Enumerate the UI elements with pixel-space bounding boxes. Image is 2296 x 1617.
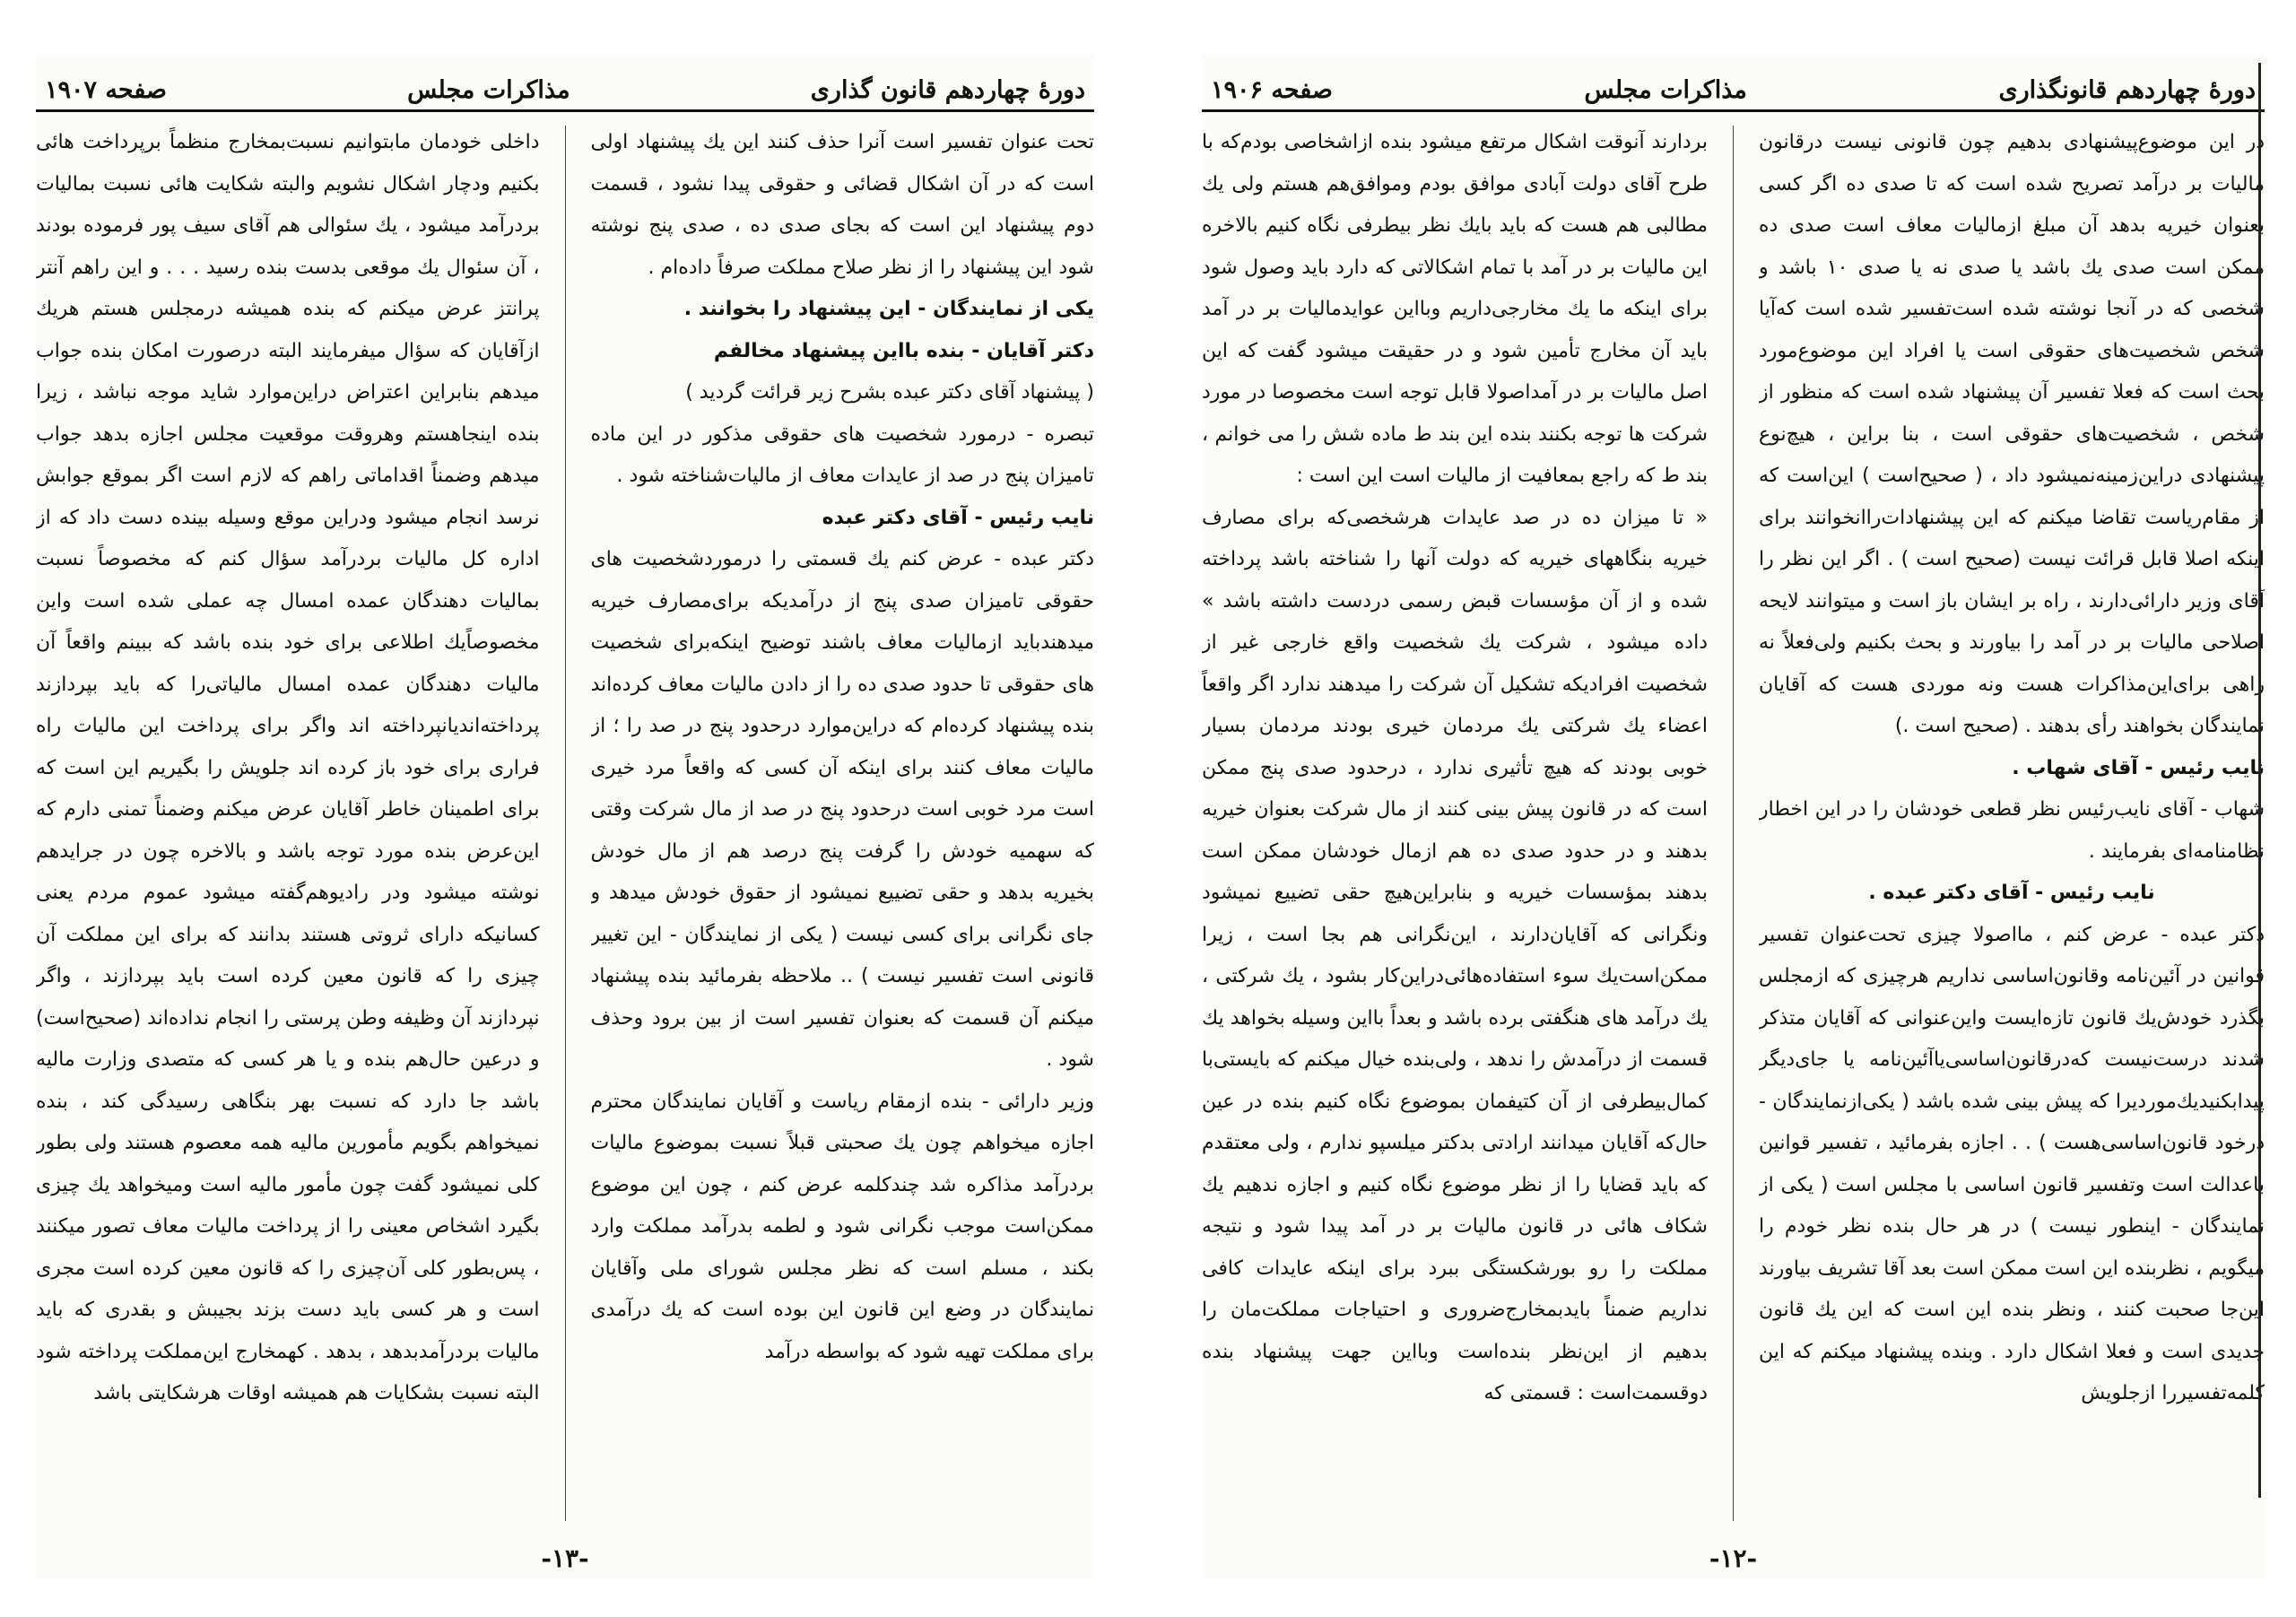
left-folio: -۱۳- — [541, 1543, 589, 1573]
paragraph: وزیر دارائی - بنده ازمقام ریاست و آقایان نمایندگان محترم اجازه میخواهم چون یك صحبتی قبلاً نسبت بموضوع مالیات بردرآمد مذاکره شد چندکلمه عرض کنم ، چون این موضوع ممکن‌است موجب نگرانی شود و لطمه بدرآمد مملکت وارد بکند ، مسلم است که نظر مجلس شورای ملی وآقایان نمایندگان در وضع این قانون این بوده است که یك درآمدی برای مملکت تهیه شود که بواسطه درآمد — [590, 1090, 1094, 1363]
left-session-title: دورهٔ چهاردهم قانون گذاری — [810, 76, 1085, 104]
paragraph: دکتر عبده - عرض کنم یك قسمتی را درموردشخصیت های حقوقی تامیزان صدی پنج از درآمدیکه برای‌مصارف خیریه میدهندباید ازمالیات معاف باشند توضیح اینکه‌برای شخصیت های حقوقی تا حدود صدی ده را از دادن مالیات معاف کرده‌اند بنده پیشنهاد کرده‌ام که دراین‌موارد درحدود پنج در صد را ؛ از مالیات معاف کنند برای اینکه آن کسی که واقعاً مرد خیری است مرد خوبی است درحدود پنج در صد از مال شرکت وقتی که سهمیه خودش را گرفت پنج درصد هم از مال خودش بخیریه بدهد و حقی تضییع نمیشود از حقوق خودش میدهد و جای نگرانی برای کسی نیست ( یکی از نمایندگان - این تغییر قانونی است تفسیر نیست ) .. ملاحظه بفرمائید بنده پیشنهاد میکنم آن قسمت که بعنوان تفسیر است از بین برود وحذف شود . — [590, 548, 1094, 1071]
paragraph: نایب رئیس - آقای دکتر عبده — [822, 506, 1094, 529]
book-spine — [1139, 0, 1157, 1617]
paragraph: تحت عنوان تفسیر است آنرا حذف کنند این یك پیشنهاد اولی است که در آن اشکال قضائی و حقوقی پیدا نشود ، قسمت دوم پیشنهاد این است که بجای صدی ده ، صدی پنج نوشته شود این پیشنهاد را از نظر صلاح مملکت صرفاً داده‌ام . — [590, 131, 1094, 279]
paragraph: داخلی خودمان مابتوانیم نسبت‌بمخارج منظماً برپرداخت هائی بکنیم ودچار اشکال نشویم والبته شکایت هائی نسبت بمالیات بردرآمد میشود ، یك سئوالی هم آقای سیف پور فرموده بودند ، آن سئوال یك موقعی بدست بنده رسید . . . و این راهم آنتر پرانتز عرض میکنم که بنده همیشه درمجلس هستم هریك ازآقایان که سؤال میفرمایند البته درصورت امکان بنده جواب میدهم بنابراین اعتراض دراین‌موارد شاید موجه نباشد ، زیرا بنده اینجاهستم وهروقت موقعیت مجلس اجازه بدهد جواب میدهم وضمناً اقداماتی راهم که لازم است اگر بموقع جوابش نرسد انجام میشود ودراین موقع وسیله بینده دست داد که از اداره کل مالیات بردرآمد سؤال کنم که مخصوصاً نسبت بمالیات دهندگان عمده امسال چه عملی شده است واین مخصوصاًیك اطلاعی برای خود بنده باشد که ببینم واقعاً آن مالیات دهندگان عمده امسال مالیاتی‌را که باید بپردازند پرداخته‌اندیانپرداخته اند واگر برای پرداخت این مالیات راه فراری برای خود باز کرده اند جلویش را بگیریم این است که برای اطمینان خاطر آقایان عرض میکنم وضمناً تمنی دارم که این‌عرض بنده مورد توجه باشد و بالاخره چون در جرایدهم نوشته میشود ودر رادیوهم‌گفته میشود عموم مردم یعنی کسانیکه دارای ثروتی هستند بدانند که برای این مملکت آن چیزی را که قانون معین کرده است باید بپردازند ، واگر نپردازند آن وظیفه وطن پرستی را انجام نداده‌اند (صحیح‌است) و درعین حال‌هم بنده و یا هر کسی که متصدی وزارت مالیه باشد جا دارد که نسبت بهر بنگاهی رسیدگی کند ، بنده نمیخواهم بگویم مأمورین مالیه همه معصوم هستند ولی بطور کلی نمیشود گفت چون مأمور مالیه است ومیخواهد یك چیزی بگیرد اشخاص معینی را از پرداخت مالیات معاف تصور میکنند ، پس‌بطور کلی آن‌چیزی را که قانون معین کرده است مجری است و هر کسی باید دست بزند بجیبش و بقدری که باید مالیات بردرآمدبدهد ، بدهد . کهمخارج این‌مملکت پرداخته شود البته نسبت بشکایات هم همیشه اوقات هرشکایتی باشد — [36, 131, 540, 1404]
left-page-header — [36, 54, 1094, 112]
left-page-number: صفحه ۱۹۰۷ — [45, 76, 167, 104]
right-page — [1202, 54, 2265, 1578]
right-page-header — [1202, 54, 2265, 112]
paragraph: نایب رئیس - آقای دکتر عبده . — [1868, 882, 2155, 904]
paragraph: در این موضوع‌پیشنهادی بدهیم چون قانونی نیست درقانون مالیات بر درآمد تصریح شده است که تا صدی ده اگر کسی بعنوان خیریه بدهد آن مبلغ ازمالیات معاف است صدی ده ممکن است صدی یك باشد یا صدی نه یا صدی ۱۰ باشد و شخصی که در آنجا نوشته شده است‌تفسیر شده است که‌آیا شخص شخصیت‌های حقوقی است یا افراد این موضوع‌مورد بحث است که فعلا تفسیر آن پیشنهاد شده است که منظور از شخص ، شخصیت‌های حقوقی است ، بنا براین ، هیچ‌نوع پیشنهادی دراین‌زمینه‌نمیشود داد ، ( صحیح‌است ) این‌است که از مقام‌ریاست تقاضا میکنم که این پیشنهادات‌راانخوانند برای اینکه اصلا قابل قرائت نیست (صحیح است ) . اگر این نظر را آقای وزیر دارائی‌دارند ، راه بر ایشان باز است و میتوانند لایحه اصلاحی مالیات بر در آمد را بیاورند و بحث بکنیم ولی‌فعلا‌ً نه راهی برای‌این‌مذاکرات هست ونه موردی هست که آقایان نمایندگان بخواهند رأی بدهند . (صحیح است .) — [1759, 131, 2265, 737]
left-columns — [36, 122, 1094, 1525]
right-page-left-column — [1202, 122, 1708, 1525]
right-folio: -۱۲- — [1709, 1543, 1758, 1573]
paragraph: نایب رئیس - آقای شهاب . — [2012, 756, 2265, 779]
paragraph: بردارند آنوقت اشکال مرتفع میشود بنده ازاشخاصی بودم‌که با طرح آقای دولت آبادی موافق بودم وموافق‌هم هستم ولی یك مطالبی هم هست که باید بایك نظر بیطرفی نگاه کنیم بالاخره این مالیات بر در آمد با تمام اشکالاتی که دارد باید وصول شود برای اینکه ما یك مخارجی‌داریم وبااین عوایدمالیات بر در آمد باید آن مخارج تأمین شود و در حقیقت میشود گفت که این اصل مالیات بر در آمداصولا قابل توجه است مخصوصا در مورد شرکت ها توجه بکنند بنده این بند ط ماده شش را می خوانم ، بند ط که راجع بمعافیت از مالیات است این است : — [1202, 131, 1708, 487]
paragraph: « تا میزان ده در صد عایدات هرشخصی‌که برای مصارف خیریه بنگاههای خیریه که دولت آنها را شناخته باشد پرداخته شده و از آن مؤسسات قبض رسمی دردست داشته باشد » داده میشود ، شرکت یك شخصیت واقع خارجی غیر از شخصیت افرادیکه تشکیل آن شرکت را میدهند ندارد اگر واقعاً اعضاء یك شرکتی یك مردمان خیری بودند مردمان بسیار خوبی بودند که هیچ تأثیری ندارد ، درحدود صدی پنج ممکن است که در قانون پیش بینی کنند از مال شرکت بعنوان خیریه بدهند و در حدود صدی ده هم ازمال خودشان ممکن است بدهند بمؤسسات خیریه و بنابراین‌هیچ حقی تضییع نمیشود ونگرانی که آقایان‌دارند ، این‌نگرانی هم بجا است ، زیرا ممکن‌است‌یك سوء استفاده‌هائی‌دراین‌کار بشود ، یك شرکتی ، یك درآمد های هنگفتی برده باشد و بعداً بااین وسیله بخواهد یك قسمت از درآمدش را ندهد ، ولی‌بنده خیال میکنم که بایستی‌با کمال‌بیطرفی از آن کتیفمان بموضوع نگاه کنیم بنده در عین حال‌که آقایان میدانند ارادتی بدکتر میلسپو ندارم ، ولی معتقدم که باید قضایا را از نظر موضوع نگاه کنیم و اجازه ندهیم یك شکاف هائی در قانون مالیات بر در آمد پیدا شود و نتیجه مملکت را رو بورشکستگی ببرد برای اینکه عایدات کافی نداریم ضمناً بایدبمخارج‌ضروری و احتیاجات مملکت‌مان را بدهیم از این‌نظر بنده‌است وبااین جهت پیشنهاد بنده دوقسمت‌است : قسمتی که — [1202, 506, 1708, 1404]
paragraph: تبصره - درمورد شخصیت های حقوقی مذکور در این ماده تامیزان پنج در صد از عایدات معاف از مالیات‌شناخته شود . — [590, 422, 1094, 487]
left-page-right-column — [591, 122, 1095, 1525]
right-page-number: صفحه ۱۹۰۶ — [1211, 76, 1333, 104]
left-middle-title: مذاکرات مجلس — [407, 76, 570, 104]
left-page-left-column — [36, 122, 540, 1525]
paragraph: ( پیشنهاد آقای دکتر عبده بشرح زیر قرائت گردید ) — [685, 381, 1094, 404]
column-divider — [565, 126, 566, 1521]
paragraph: دکتر عبده - عرض کنم ، مااصولا چیزی تحت‌عنوان تفسیر قوانین در آئین‌نامه وقانون‌اساسی نداریم هرچیزی که ازمجلس بگذرد خودش‌یك قانون تازه‌ایست واین‌عنوانی که آقایان متذکر شدند درست‌نیست که‌درقانون‌اساسی‌یاآئین‌نامه یا جای‌دیگر پیدابکنیدیك‌موردیرا که پیش بینی شده باشد ( یکی‌ازنمایندگان - درخود قانون‌اساسی‌هست ) . . اجازه بفرمائید ، تفسیر قوانین باعدالت است وتفسیر قانون اساسی با مجلس است ( یکی از نمایندگان - اینطور نیست ) در هر حال بنده نظر خودم را میگویم ، نظر‌بنده این است ممکن است بعد آقا تشریف بیاورند این‌جا صحبت کنند ، ونظر بنده این است که این یك قانون جدیدی است و فعلا اشکال دارد . وبنده پیشنهاد میکنم که این کلمه‌تفسیررا ازجلویش — [1759, 923, 2265, 1404]
right-middle-title: مذاکرات مجلس — [1584, 76, 1747, 104]
paragraph: دکتر آقایان - بنده بااین پیشنهاد مخالفم — [713, 339, 1094, 362]
column-divider — [1733, 126, 1734, 1521]
right-page-right-column — [1759, 122, 2265, 1525]
right-session-title: دورهٔ چهاردهم قانونگذاری — [1998, 76, 2256, 104]
left-page — [36, 54, 1094, 1578]
paragraph: یکی از نمایندگان - این پیشنهاد را بخوانند . — [683, 298, 1094, 320]
paragraph: شهاب - آقای نایب‌رئیس نظر قطعی خودشان را در این اخطار نظامنامه‌ای بفرمایند . — [1759, 798, 2265, 863]
right-columns — [1202, 122, 2265, 1525]
page-edge-mark — [2249, 63, 2261, 1498]
